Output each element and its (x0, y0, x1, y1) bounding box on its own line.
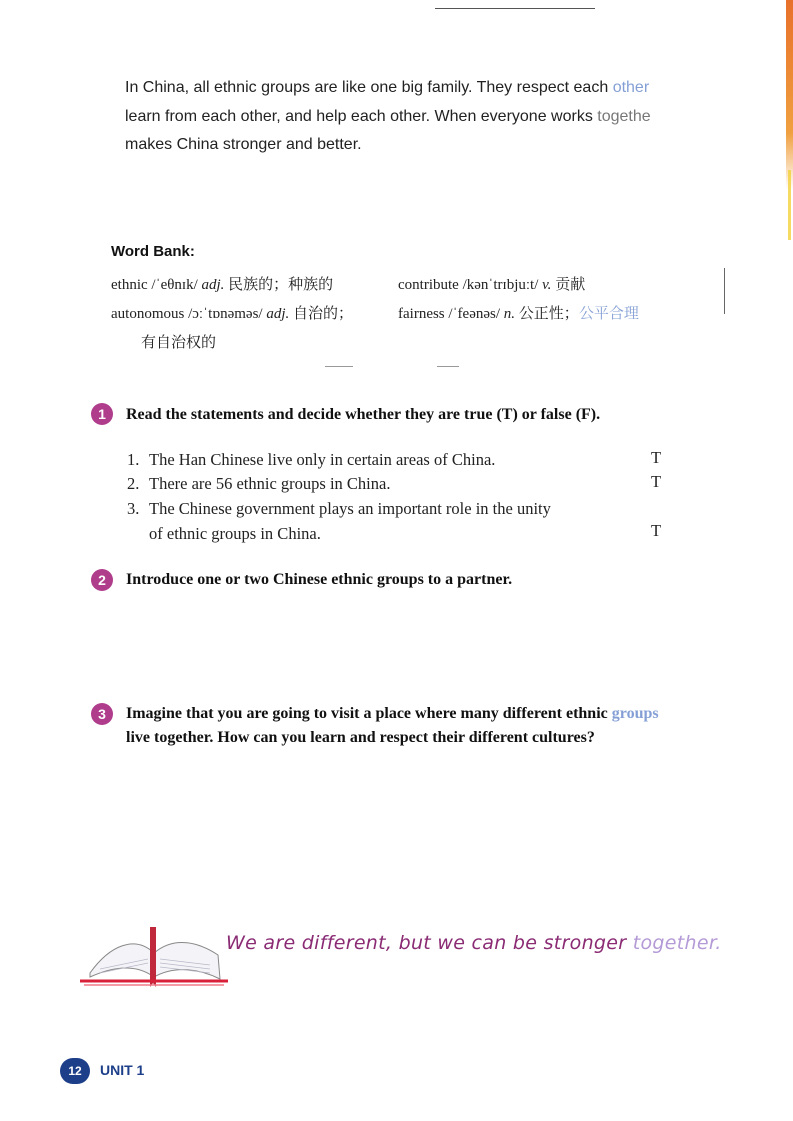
statement-2: 2. There are 56 ethnic groups in China. (127, 474, 391, 493)
word-entry-contribute: contribute /kənˈtrɪbjuːt/ v. 贡献 (398, 277, 586, 293)
statement-3: 3. The Chinese government plays an important role in the unity of ethnic groups in China. (127, 499, 551, 543)
faint-mark (437, 366, 459, 367)
word-entry-autonomous-cont: 有自治权的 (141, 335, 217, 351)
task-1-instruction: Read the statements and decide whether they are true (T) or false (F). (126, 406, 601, 423)
task-2-instruction: Introduce one or two Chinese ethnic groups to a partner. (126, 571, 513, 588)
word-entry-ethnic: ethnic /ˈeθnɪk/ adj. 民族的；种族的 (111, 277, 334, 293)
motto: We are different, but we can be stronger together. (226, 932, 722, 954)
page-number-badge: 12 (60, 1058, 90, 1084)
word-entry-autonomous: autonomous /ɔːˈtɒnəməs/ adj. 自治的； (111, 306, 354, 322)
task-2-badge: 2 (91, 569, 113, 591)
intro-paragraph (125, 74, 725, 160)
statement-3-answer: T (651, 521, 662, 540)
edge-color-strip (786, 0, 793, 190)
intro-line-2: learn from each other, and help each other. When everyone works togethe (125, 107, 651, 125)
intro-line-1: In China, all ethnic groups are like one big family. They respect each other (125, 79, 650, 96)
faint-mark (325, 366, 353, 367)
task-3-badge: 3 (91, 703, 113, 725)
word-bank-title: Word Bank: (111, 243, 195, 260)
margin-mark (724, 268, 725, 314)
task-1-badge: 1 (91, 403, 113, 425)
word-entry-fairness: fairness /ˈfeənəs/ n. 公正性；公平合理 (398, 306, 639, 322)
unit-label: UNIT 1 (100, 1062, 145, 1078)
statement-2-answer: T (651, 472, 662, 491)
open-book-icon (80, 915, 230, 995)
top-rule (435, 8, 595, 9)
statement-1-answer: T (651, 448, 662, 467)
statement-1: 1. The Han Chinese live only in certain areas of China. (127, 450, 496, 469)
edge-highlight-strip (788, 170, 791, 240)
intro-line-3: makes China stronger and better. (125, 136, 362, 153)
task-3-instruction: Imagine that you are going to visit a place where many different ethnic groups live together. How can you learn and respect their different cultures? (126, 705, 659, 746)
